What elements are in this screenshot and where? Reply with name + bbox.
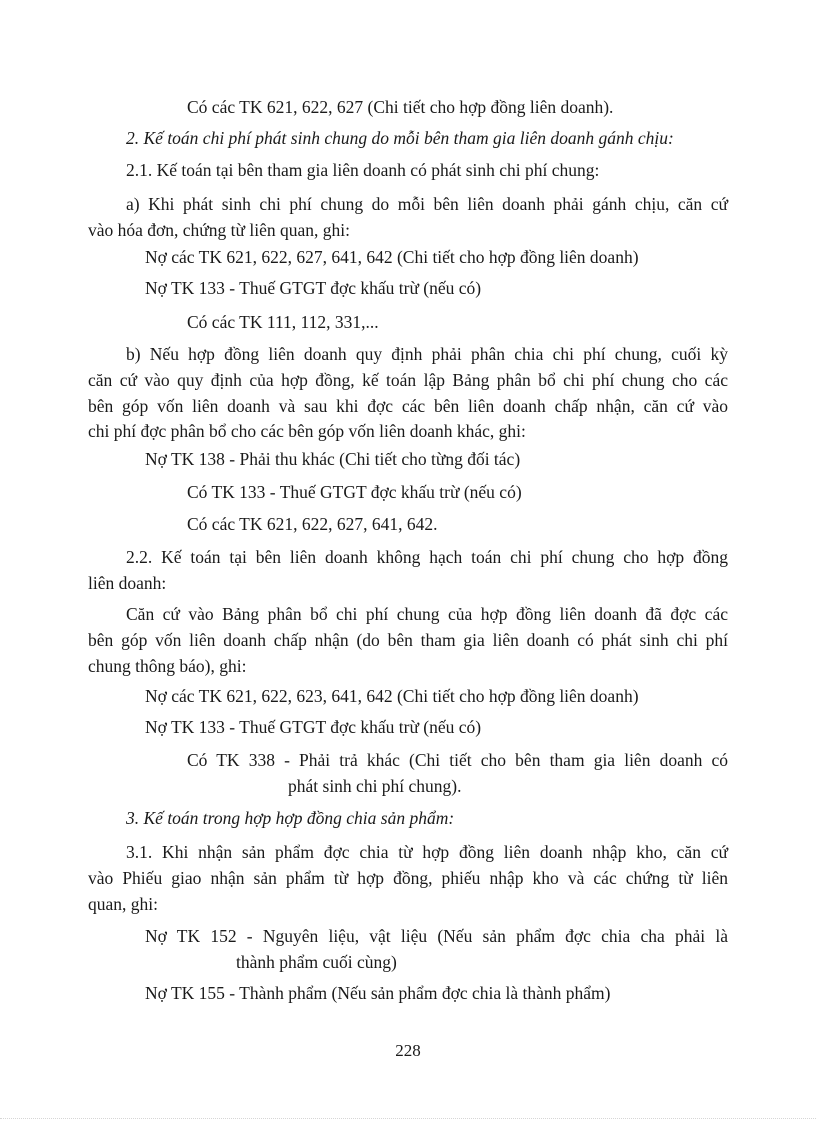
paragraph-b-line-1: b) Nếu hợp đồng liên doanh quy định phải phân chia chi phí chung, cuối kỳ — [126, 344, 728, 364]
page-bottom-divider — [0, 1118, 816, 1119]
journal-debit-152-line-1: Nợ TK 152 - Nguyên liệu, vật liệu (Nếu sản phẩm đợc chia cha phải là — [145, 926, 728, 946]
subsection-heading-2-2-line-2: liên doanh: — [88, 573, 167, 593]
paragraph-allocation-line-1: Căn cứ vào Bảng phân bổ chi phí chung của hợp đồng liên doanh đã đợc các — [126, 604, 728, 624]
journal-debit-152-line-2: thành phẩm cuối cùng) — [236, 952, 397, 972]
paragraph-3-1-line-2: vào Phiếu giao nhận sản phẩm từ hợp đồng, phiếu nhập kho và các chứng từ liên — [88, 868, 728, 888]
subsection-heading-2-2-line-1: 2.2. Kế toán tại bên liên doanh không hạch toán chi phí chung cho hợp đồng — [126, 547, 728, 567]
subsection-heading-2-1: 2.1. Kế toán tại bên tham gia liên doanh có phát sinh chi phí chung: — [126, 160, 600, 180]
journal-credit-133: Có TK 133 - Thuế GTGT đợc khấu trừ (nếu có) — [187, 482, 522, 502]
journal-debit-133-second: Nợ TK 133 - Thuế GTGT đợc khấu trừ (nếu có) — [145, 717, 482, 737]
section-heading-2: 2. Kế toán chi phí phát sinh chung do mỗi bên tham gia liên doanh gánh chịu: — [126, 128, 674, 148]
journal-debit-133: Nợ TK 133 - Thuế GTGT đợc khấu trừ (nếu có) — [145, 278, 482, 298]
paragraph-3-1-line-1: 3.1. Khi nhận sản phẩm đợc chia từ hợp đồng liên doanh nhập kho, căn cứ — [126, 842, 728, 862]
paragraph-3-1-line-3: quan, ghi: — [88, 894, 158, 914]
journal-credit-338-line-2: phát sinh chi phí chung). — [288, 776, 462, 796]
journal-credit-621-642: Có các TK 621, 622, 627, 641, 642. — [187, 514, 438, 534]
journal-credit-338-line-1: Có TK 338 - Phải trả khác (Chi tiết cho bên tham gia liên doanh có — [187, 750, 728, 770]
journal-debit-155: Nợ TK 155 - Thành phẩm (Nếu sản phẩm đợc chia là thành phẩm) — [145, 983, 611, 1003]
text-line-credit-621-622-627: Có các TK 621, 622, 627 (Chi tiết cho hợp đồng liên doanh). — [187, 97, 614, 117]
page-number: 228 — [395, 1041, 421, 1060]
paragraph-allocation-line-2: bên góp vốn liên doanh chấp nhận (do bên tham gia liên doanh có phát sinh chi phí — [88, 630, 728, 650]
journal-debit-621-642: Nợ các TK 621, 622, 627, 641, 642 (Chi tiết cho hợp đồng liên doanh) — [145, 247, 639, 267]
paragraph-a-line-2: vào hóa đơn, chứng từ liên quan, ghi: — [88, 220, 350, 240]
journal-credit-111-112-331: Có các TK 111, 112, 331,... — [187, 312, 379, 332]
journal-debit-621-623-642: Nợ các TK 621, 622, 623, 641, 642 (Chi tiết cho hợp đồng liên doanh) — [145, 686, 639, 706]
journal-debit-138: Nợ TK 138 - Phải thu khác (Chi tiết cho từng đối tác) — [145, 449, 521, 469]
paragraph-b-line-2: căn cứ vào quy định của hợp đồng, kế toán lập Bảng phân bổ chi phí chung cho các — [88, 370, 728, 390]
paragraph-allocation-line-3: chung thông báo), ghi: — [88, 656, 247, 676]
paragraph-b-line-4: chi phí đợc phân bổ cho các bên góp vốn liên doanh khác, ghi: — [88, 421, 526, 441]
section-heading-3: 3. Kế toán trong hợp hợp đồng chia sản phẩm: — [126, 808, 455, 828]
paragraph-b-line-3: bên góp vốn liên doanh và sau khi đợc các bên liên doanh chấp nhận, căn cứ vào — [88, 396, 728, 416]
paragraph-a-line-1: a) Khi phát sinh chi phí chung do mỗi bên liên doanh phải gánh chịu, căn cứ — [126, 194, 728, 214]
